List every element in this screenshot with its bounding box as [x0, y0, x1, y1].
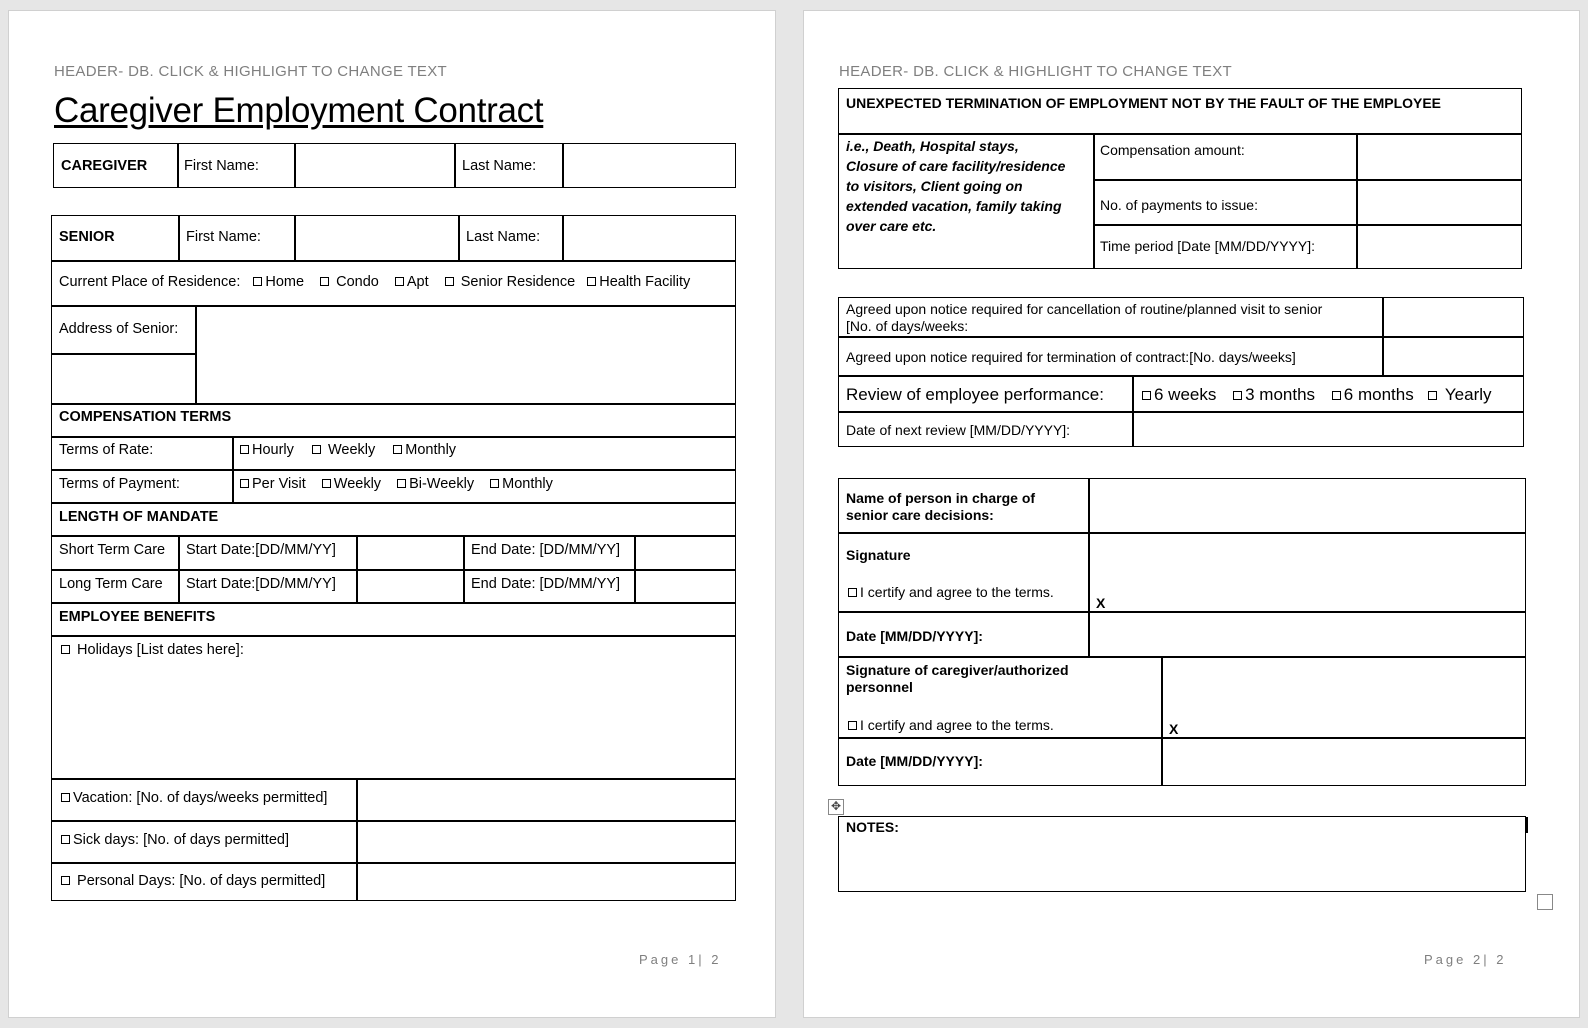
cancellation-notice-line: Agreed upon notice required for cancellation of routine/planned visit to senior	[846, 301, 1323, 317]
certify-row	[846, 584, 1054, 601]
long-term-start-date-label: Start Date:[DD/MM/YY]	[186, 576, 336, 592]
payment-option-bi-weekly: Bi-Weekly	[409, 476, 475, 492]
termination-example-line: i.e., Death, Hospital stays,	[846, 138, 1019, 154]
personal-days-row	[59, 873, 325, 890]
checkbox-icon[interactable]	[322, 479, 331, 488]
caregiver-first-name-label: First Name:	[184, 158, 259, 174]
mandate-heading: LENGTH OF MANDATE	[59, 509, 219, 525]
payment-option-weekly: Weekly	[333, 476, 382, 492]
page-header[interactable]: HEADER- DB. CLICK & HIGHLIGHT TO CHANGE TEXT	[839, 63, 1232, 80]
caregiver-certify-label: I certify and agree to the terms.	[860, 717, 1054, 733]
payment-label: Terms of Payment:	[59, 476, 180, 492]
certify-label: I certify and agree to the terms.	[860, 584, 1054, 600]
review-option-3-months: 3 months	[1245, 385, 1316, 404]
signature-x-mark: X	[1096, 595, 1106, 611]
residence-label: Current Place of Residence:	[59, 274, 241, 290]
long-term-end-date-label: End Date: [DD/MM/YY]	[471, 576, 621, 592]
review-option-yearly: Yearly	[1444, 385, 1492, 404]
page-footer: Page 1| 2	[639, 952, 722, 967]
long-term-label: Long Term Care	[59, 576, 163, 592]
residence-option-condo: Condo	[336, 274, 379, 290]
checkbox-icon[interactable]	[61, 876, 70, 885]
holidays-label: Holidays [List dates here]:	[77, 642, 244, 658]
document-title[interactable]: Caregiver Employment Contract	[54, 91, 544, 130]
compensation-amount-label: Compensation amount:	[1100, 142, 1245, 158]
notes-label: NOTES:	[846, 819, 899, 835]
review-option-6-weeks: 6 weeks	[1154, 385, 1217, 404]
date-label: Date [MM/DD/YYYY]:	[846, 628, 983, 644]
sick-days-row	[59, 832, 289, 849]
termination-heading: UNEXPECTED TERMINATION OF EMPLOYMENT NOT BY THE FAULT OF THE EMPLOYEE	[846, 95, 1442, 111]
benefits-heading: EMPLOYEE BENEFITS	[59, 609, 216, 625]
checkbox-icon[interactable]	[848, 588, 857, 597]
document-page-1	[8, 10, 776, 1018]
compensation-heading: COMPENSATION TERMS	[59, 409, 232, 425]
rate-options	[238, 442, 456, 459]
next-review-label: Date of next review [MM/DD/YYYY]:	[846, 422, 1071, 438]
checkbox-icon[interactable]	[312, 445, 321, 454]
checkbox-icon[interactable]	[320, 277, 329, 286]
checkbox-icon[interactable]	[253, 277, 262, 286]
termination-example-line: over care etc.	[846, 218, 937, 234]
table-move-icon[interactable]: ✥	[828, 799, 844, 815]
checkbox-icon[interactable]	[848, 721, 857, 730]
residence-option-apt: Apt	[406, 274, 429, 290]
holidays-row	[59, 642, 244, 659]
caregiver-signature-x-mark: X	[1169, 721, 1179, 737]
caregiver-table	[53, 143, 736, 188]
short-term-label: Short Term Care	[59, 542, 166, 558]
caregiver-signature-line: Signature of caregiver/authorized	[846, 662, 1069, 678]
review-option-6-months: 6 months	[1343, 385, 1414, 404]
senior-label: SENIOR	[59, 229, 115, 245]
checkbox-icon[interactable]	[61, 835, 70, 844]
address-label: Address of Senior:	[59, 321, 179, 337]
checkbox-icon[interactable]	[240, 479, 249, 488]
checkbox-icon[interactable]	[1142, 391, 1151, 400]
short-term-start-date-label: Start Date:[DD/MM/YY]	[186, 542, 336, 558]
caregiver-label: CAREGIVER	[61, 158, 148, 174]
termination-notice-label: Agreed upon notice required for termination of contract:[No. days/weeks]	[846, 349, 1296, 365]
checkbox-icon[interactable]	[397, 479, 406, 488]
checkbox-icon[interactable]	[61, 793, 70, 802]
page-footer: Page 2| 2	[1424, 952, 1507, 967]
person-in-charge-label	[846, 490, 1035, 524]
signature-label: Signature	[846, 547, 911, 563]
payment-option-per-visit: Per Visit	[252, 476, 306, 492]
sick-days-label: Sick days: [No. of days permitted]	[73, 832, 289, 848]
cancellation-notice-line: [No. of days/weeks:	[846, 318, 969, 334]
checkbox-icon[interactable]	[395, 277, 404, 286]
caregiver-signature-line: personnel	[846, 679, 913, 695]
residence-option-senior-residence: Senior Residence	[460, 274, 576, 290]
residence-option-home: Home	[265, 274, 305, 290]
caregiver-date-label: Date [MM/DD/YYYY]:	[846, 753, 983, 769]
caregiver-last-name-label: Last Name:	[462, 158, 537, 174]
document-page-2	[803, 10, 1580, 1018]
rate-label: Terms of Rate:	[59, 442, 154, 458]
residence-option-health-facility: Health Facility	[599, 274, 691, 290]
residence-row	[59, 274, 690, 291]
personal-days-label: Personal Days: [No. of days permitted]	[77, 873, 326, 889]
checkbox-icon[interactable]	[490, 479, 499, 488]
checkbox-icon[interactable]	[61, 645, 70, 654]
vacation-row	[59, 790, 327, 807]
termination-examples	[846, 136, 1065, 236]
rate-option-hourly: Hourly	[252, 442, 294, 458]
notes-box[interactable]	[838, 816, 1526, 892]
caregiver-certify-row	[846, 717, 1054, 734]
person-in-charge-line: Name of person in charge of	[846, 490, 1036, 506]
payments-label: No. of payments to issue:	[1100, 197, 1258, 213]
termination-example-line: to visitors, Client going on	[846, 178, 1023, 194]
checkbox-icon[interactable]	[1233, 391, 1242, 400]
short-term-end-date-label: End Date: [DD/MM/YY]	[471, 542, 621, 558]
checkbox-icon[interactable]	[587, 277, 596, 286]
payment-option-monthly: Monthly	[502, 476, 553, 492]
table-resize-icon[interactable]	[1537, 894, 1553, 910]
checkbox-icon[interactable]	[445, 277, 454, 286]
senior-last-name-label: Last Name:	[466, 229, 541, 245]
review-options	[1140, 386, 1492, 403]
termination-example-line: extended vacation, family taking	[846, 198, 1062, 214]
time-period-label: Time period [Date [MM/DD/YYYY]:	[1100, 238, 1315, 254]
person-in-charge-line: senior care decisions:	[846, 507, 994, 523]
caregiver-signature-label	[846, 662, 1069, 696]
checkbox-icon[interactable]	[1428, 391, 1437, 400]
cancellation-notice-label	[846, 301, 1322, 335]
vacation-label: Vacation: [No. of days/weeks permitted]	[73, 790, 328, 806]
checkbox-icon[interactable]	[1332, 391, 1341, 400]
review-label: Review of employee performance:	[846, 385, 1104, 404]
senior-first-name-label: First Name:	[186, 229, 261, 245]
payment-options	[238, 476, 553, 493]
checkbox-icon[interactable]	[240, 445, 249, 454]
termination-example-line: Closure of care facility/residence	[846, 158, 1066, 174]
checkbox-icon[interactable]	[393, 445, 402, 454]
rate-option-weekly: Weekly	[327, 442, 376, 458]
page-header[interactable]: HEADER- DB. CLICK & HIGHLIGHT TO CHANGE TEXT	[54, 63, 447, 80]
rate-option-monthly: Monthly	[405, 442, 457, 458]
